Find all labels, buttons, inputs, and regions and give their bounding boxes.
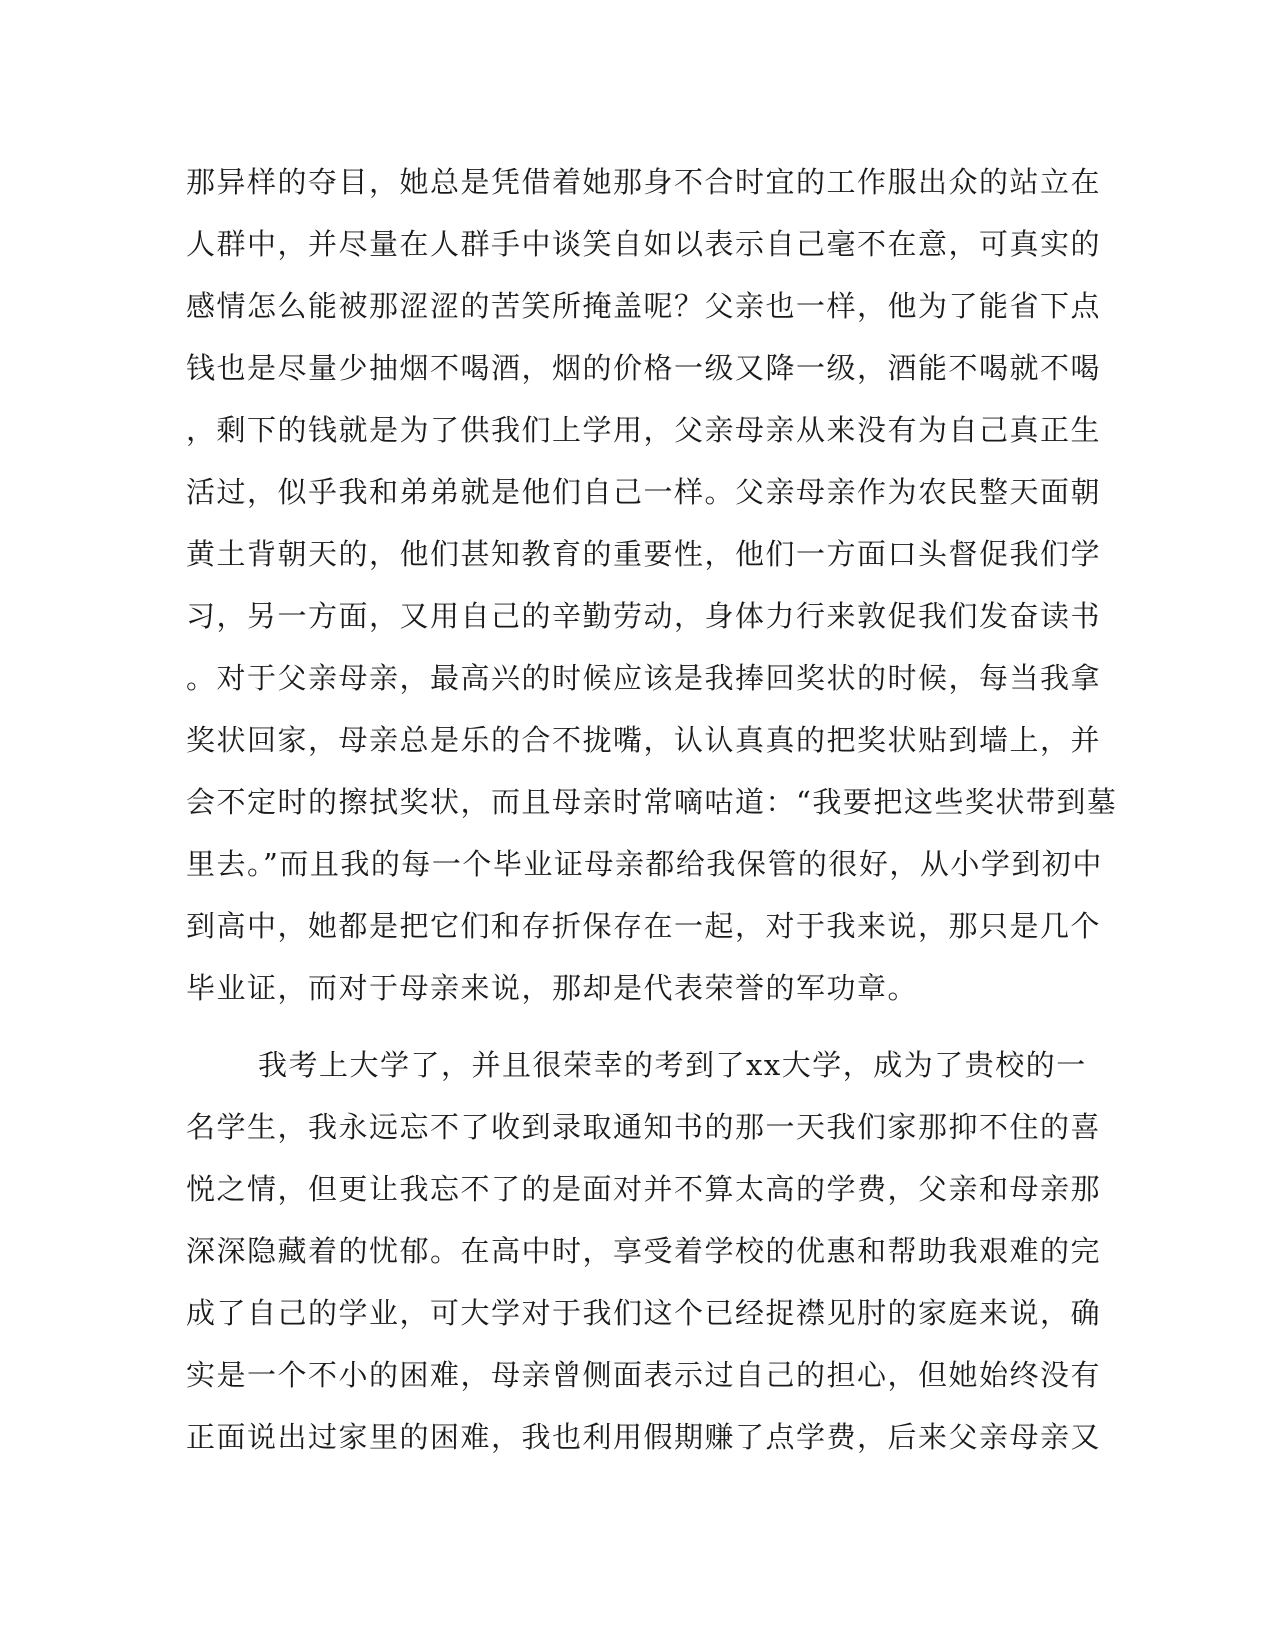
paragraph-2 [186,1034,1102,1468]
text-line: 实是一个不小的困难，母亲曾侧面表示过自己的担心，但她始终没有 [186,1358,1102,1392]
text-line: 里去。”而且我的每一个毕业证母亲都给我保管的很好，从小学到初中 [186,847,1103,881]
paragraph-1 [186,151,1118,1019]
text-line: 。对于父亲母亲，最高兴的时候应该是我捧回奖状的时候，每当我拿 [186,661,1102,695]
text-line: 活过，似乎我和弟弟就是他们自己一样。父亲母亲作为农民整天面朝 [186,475,1102,509]
text-line: 正面说出过家里的困难，我也利用假期赚了点学费，后来父亲母亲又 [186,1420,1102,1454]
text-line: 成了自己的学业，可大学对于我们这个已经捉襟见肘的家庭来说，确 [186,1296,1102,1330]
text-line: 黄土背朝天的，他们甚知教育的重要性，他们一方面口头督促我们学 [186,537,1102,571]
text-line: 我考上大学了，并且很荣幸的考到了xx大学，成为了贵校的一 [258,1048,1087,1082]
text-line: 那异样的夺目，她总是凭借着她那身不合时宜的工作服出众的站立在 [186,165,1102,199]
text-line: 奖状回家，母亲总是乐的合不拢嘴，认认真真的把奖状贴到墙上，并 [186,723,1102,757]
text-line: 到高中，她都是把它们和存折保存在一起，对于我来说，那只是几个 [186,909,1102,943]
text-line: 人群中，并尽量在人群手中谈笑自如以表示自己毫不在意，可真实的 [186,227,1102,261]
text-line: 感情怎么能被那涩涩的苦笑所掩盖呢？父亲也一样，他为了能省下点 [186,289,1102,323]
text-line: 悦之情，但更让我忘不了的是面对并不算太高的学费，父亲和母亲那 [186,1172,1102,1206]
text-line: 习，另一方面，又用自己的辛勤劳动，身体力行来敦促我们发奋读书 [186,599,1102,633]
text-line: 会不定时的擦拭奖状，而且母亲时常嘀咕道：“我要把这些奖状带到墓 [186,785,1118,819]
text-line: ，剩下的钱就是为了供我们上学用，父亲母亲从来没有为自己真正生 [186,413,1102,447]
text-line: 名学生，我永远忘不了收到录取通知书的那一天我们家那抑不住的喜 [186,1110,1102,1144]
text-line: 钱也是尽量少抽烟不喝酒，烟的价格一级又降一级，酒能不喝就不喝 [186,351,1102,385]
text-line: 深深隐藏着的忧郁。在高中时，享受着学校的优惠和帮助我艰难的完 [186,1234,1102,1268]
text-line: 毕业证，而对于母亲来说，那却是代表荣誉的军功章。 [186,971,919,1005]
